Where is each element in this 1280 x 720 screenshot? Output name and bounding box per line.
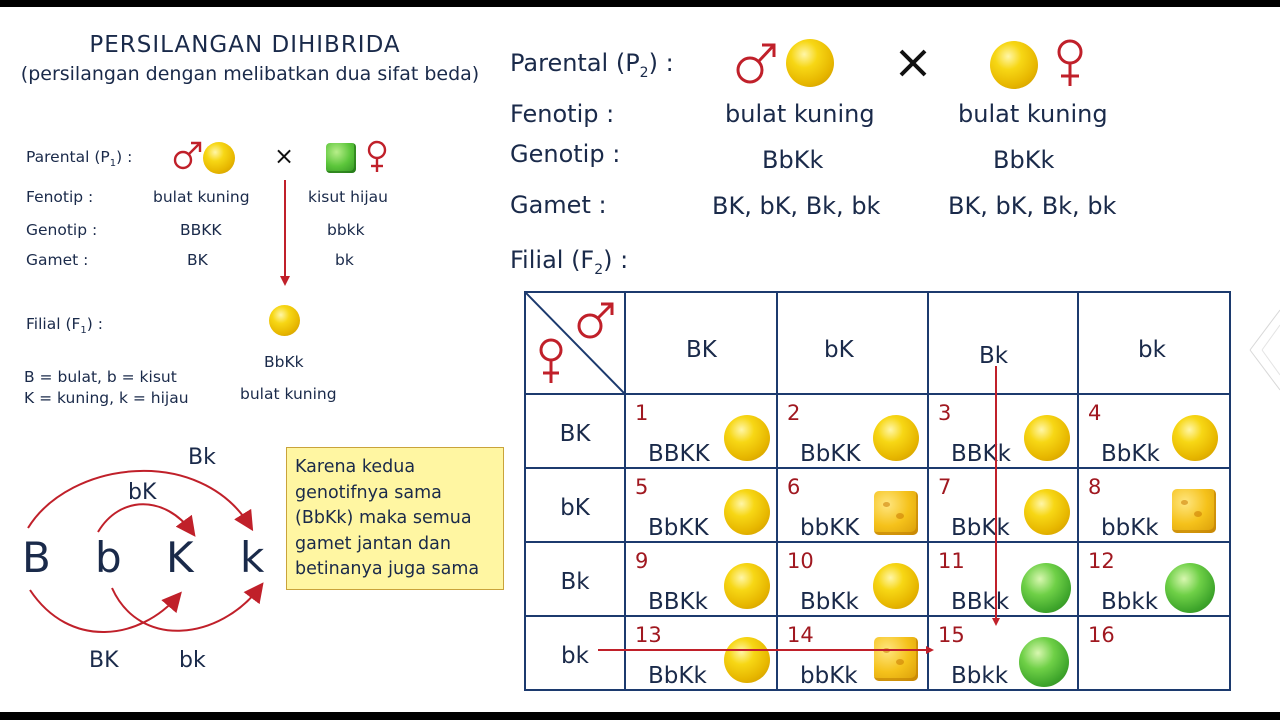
p1-fenotip-left: bulat kuning <box>153 188 250 206</box>
p2-gamet-left: BK, bK, Bk, bk <box>712 192 881 220</box>
yellow-round-pea-icon <box>1024 415 1070 461</box>
legend-line-1: B = bulat, b = kisut <box>24 368 177 386</box>
punnett-cell: 16 <box>1078 616 1230 690</box>
punnett-cell: 4 BbKk <box>1078 394 1230 468</box>
explanation-note <box>286 447 504 590</box>
green-round-pea-icon <box>1165 563 1215 613</box>
gamete-label-Bk: Bk <box>188 445 216 470</box>
male-symbol-icon <box>171 139 205 173</box>
gamete-label-bK: bK <box>128 480 157 505</box>
punnett-cell: 13 BbKk <box>625 616 777 690</box>
yellow-pea-icon <box>203 142 235 174</box>
highlight-lines <box>590 360 1010 660</box>
punnett-cell: 14 bbKk <box>777 616 928 690</box>
female-symbol-icon <box>534 335 568 387</box>
p1-label: Parental $(P_1)$ : <box>26 148 133 170</box>
note-line: (BbKk) maka semua <box>295 508 472 528</box>
punnett-cell: 12 Bbkk <box>1078 542 1230 616</box>
punnett-cell: 7 BbKk <box>928 468 1078 542</box>
p2-fenotip-left: bulat kuning <box>725 100 875 128</box>
p2-fenotip-label: Fenotip : <box>510 100 615 128</box>
row-header: Bk <box>525 542 625 616</box>
punnett-cell: 10 BbKk <box>777 542 928 616</box>
punnett-cell: 9 BBKk <box>625 542 777 616</box>
punnett-cell: 3 BBKk <box>928 394 1078 468</box>
row-header: BK <box>525 394 625 468</box>
gamete-label-BK: BK <box>89 648 119 673</box>
punnett-cell: 15 Bbkk <box>928 616 1078 690</box>
note-line: gamet jantan dan <box>295 533 451 554</box>
p1-gamet-label: Gamet : <box>26 251 89 269</box>
punnett-cell: 5 BbKK <box>625 468 777 542</box>
punnett-cell: 1 BBKK <box>625 394 777 468</box>
p1-fenotip-right: kisut hijau <box>308 188 388 206</box>
page-subtitle: (persilangan dengan melibatkan dua sifat beda) <box>20 63 480 85</box>
col-header: BK <box>625 292 777 394</box>
p2-gamet-label: Gamet : <box>510 191 607 219</box>
allele-B: B <box>22 533 51 582</box>
female-symbol-icon <box>1052 36 1088 90</box>
yellow-round-pea-icon <box>1024 489 1070 535</box>
cross-icon: × <box>274 142 295 170</box>
punnett-cell: 8 bbKk <box>1078 468 1230 542</box>
row-header: bk <box>525 616 625 690</box>
col-header: bK <box>777 292 928 394</box>
f1-label: Filial $(F_1)$ : <box>26 315 103 337</box>
yellow-round-pea-icon <box>1172 415 1218 461</box>
legend-line-2: K = kuning, k = hijau <box>24 389 189 407</box>
p1-fenotip-label: Fenotip : <box>26 188 94 206</box>
yellow-pea-icon <box>269 305 300 336</box>
p2-genotip-right: BbKk <box>993 146 1055 174</box>
top-border <box>0 0 1280 7</box>
green-round-pea-icon <box>1021 563 1071 613</box>
f2-label: Filial $(F_2)$ : <box>510 246 629 278</box>
p2-genotip-left: BbKk <box>762 146 824 174</box>
p2-fenotip-right: bulat kuning <box>958 100 1108 128</box>
allele-K: K <box>166 533 194 582</box>
p1-genotip-label: Genotip : <box>26 221 98 239</box>
allele-k: k <box>240 533 265 582</box>
yellow-pea-icon <box>990 41 1038 89</box>
note-line: betinanya juga sama <box>295 559 480 579</box>
row-header: bK <box>525 468 625 542</box>
punnett-cell: 11 BBkk <box>928 542 1078 616</box>
f1-genotype: BbKk <box>264 353 304 371</box>
note-line: Karena kedua <box>295 457 416 477</box>
decorative-lines <box>1220 290 1280 410</box>
p1-genotip-left: BBKK <box>180 221 222 239</box>
col-header: Bk <box>928 292 1078 394</box>
p2-label: Parental $(P_2)$ : <box>510 49 674 81</box>
page-title: PERSILANGAN DIHIBRIDA <box>89 32 401 58</box>
col-header: bk <box>1078 292 1230 394</box>
p1-gamet-left: BK <box>187 251 208 269</box>
note-line: genotifnya sama <box>295 482 442 503</box>
down-arrow-icon <box>279 180 291 288</box>
allele-b: b <box>95 533 122 582</box>
bottom-border <box>0 712 1280 720</box>
f1-phenotype: bulat kuning <box>240 385 337 403</box>
p1-genotip-right: bbkk <box>327 221 365 239</box>
p1-gamet-right: bk <box>335 251 354 269</box>
green-round-pea-icon <box>1019 637 1069 687</box>
yellow-wrinkled-pea-icon <box>1172 489 1216 533</box>
p2-gamet-right: BK, bK, Bk, bk <box>948 192 1117 220</box>
male-symbol-icon <box>734 40 780 88</box>
male-symbol-icon <box>576 299 616 341</box>
punnett-cell: 6 bbKK <box>777 468 928 542</box>
female-symbol-icon <box>364 138 390 176</box>
green-wrinkled-pea-icon <box>326 143 356 173</box>
p2-genotip-label: Genotip : <box>510 140 621 168</box>
punnett-cell: 2 BbKK <box>777 394 928 468</box>
gamete-label-bk: bk <box>179 648 206 673</box>
cross-icon <box>898 48 928 78</box>
yellow-pea-icon <box>786 39 834 87</box>
